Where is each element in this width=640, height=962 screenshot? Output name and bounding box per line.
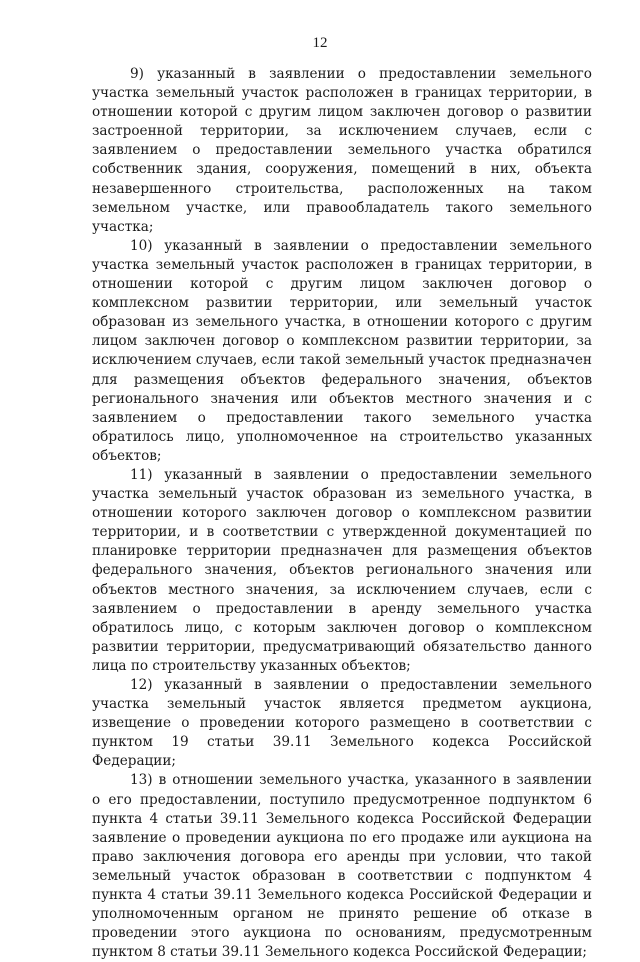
page-number: 12 — [312, 35, 328, 51]
paragraph-item-12: 12) указанный в заявлении о предоставлении земельного участка земельный участок является предметом аукциона, извещение о проведении которого размещено в соответствии с пунктом 19 статьи 39.11 Земельного кодекса Российской Федерации; — [92, 677, 592, 770]
paragraph-item-11: 11) указанный в заявлении о предоставлении земельного участка земельный участок образован из земельного участка, в отношении которого заключен договор о комплексном развитии территории, и в соответствии с утвержденной документацией по планировке территории предназначен для размещения объектов федерального значения, объектов регионального значения или объектов местного значения, за исключением случаев, если с заявлением о предоставлении в аренду земельного участка обратилось лицо, с которым заключен договор о комплексном развитии территории, предусматривающий обязательство данного лица по строительству указанных объектов; — [92, 466, 592, 674]
document-body — [92, 65, 592, 962]
paragraph-item-13: 13) в отношении земельного участка, указанного в заявлении о его предоставлении, поступило предусмотренное подпунктом 6 пункта 4 статьи 39.11 Земельного кодекса Российской Федерации заявление о проведении аукциона по его продаже или аукциона на право заключения договора его аренды при условии, что такой земельный участок образован в соответствии с подпунктом 4 пункта 4 статьи 39.11 Земельного кодекса Российской Федерации и уполномоченным органом не принято решение об отказе в проведении этого аукциона по основаниям, предусмотренным пунктом 8 статьи 39.11 Земельного кодекса Российской Федерации; — [92, 772, 592, 961]
paragraph-item-9: 9) указанный в заявлении о предоставлении земельного участка земельный участок расположен в границах территории, в отношении которой с другим лицом заключен договор о развитии застроенной территории, за исключением случаев, если с заявлением о предоставлении земельного участка обратился собственник здания, сооружения, помещений в них, объекта незавершенного строительства, расположенных на таком земельном участке, или правообладатель такого земельного участка; — [92, 66, 592, 235]
paragraph-item-10: 10) указанный в заявлении о предоставлении земельного участка земельный участок расположен в границах территории, в отношении которой с другим лицом заключен договор о комплексном развитии территории, или земельный участок образован из земельного участка, в отношении которого с другим лицом заключен договор о комплексном развитии территории, за исключением случаев, если такой земельный участок предназначен для размещения объектов федерального значения, объектов регионального значения или объектов местного значения и с заявлением о предоставлении такого земельного участка обратилось лицо, уполномоченное на строительство указанных объектов; — [92, 237, 592, 464]
